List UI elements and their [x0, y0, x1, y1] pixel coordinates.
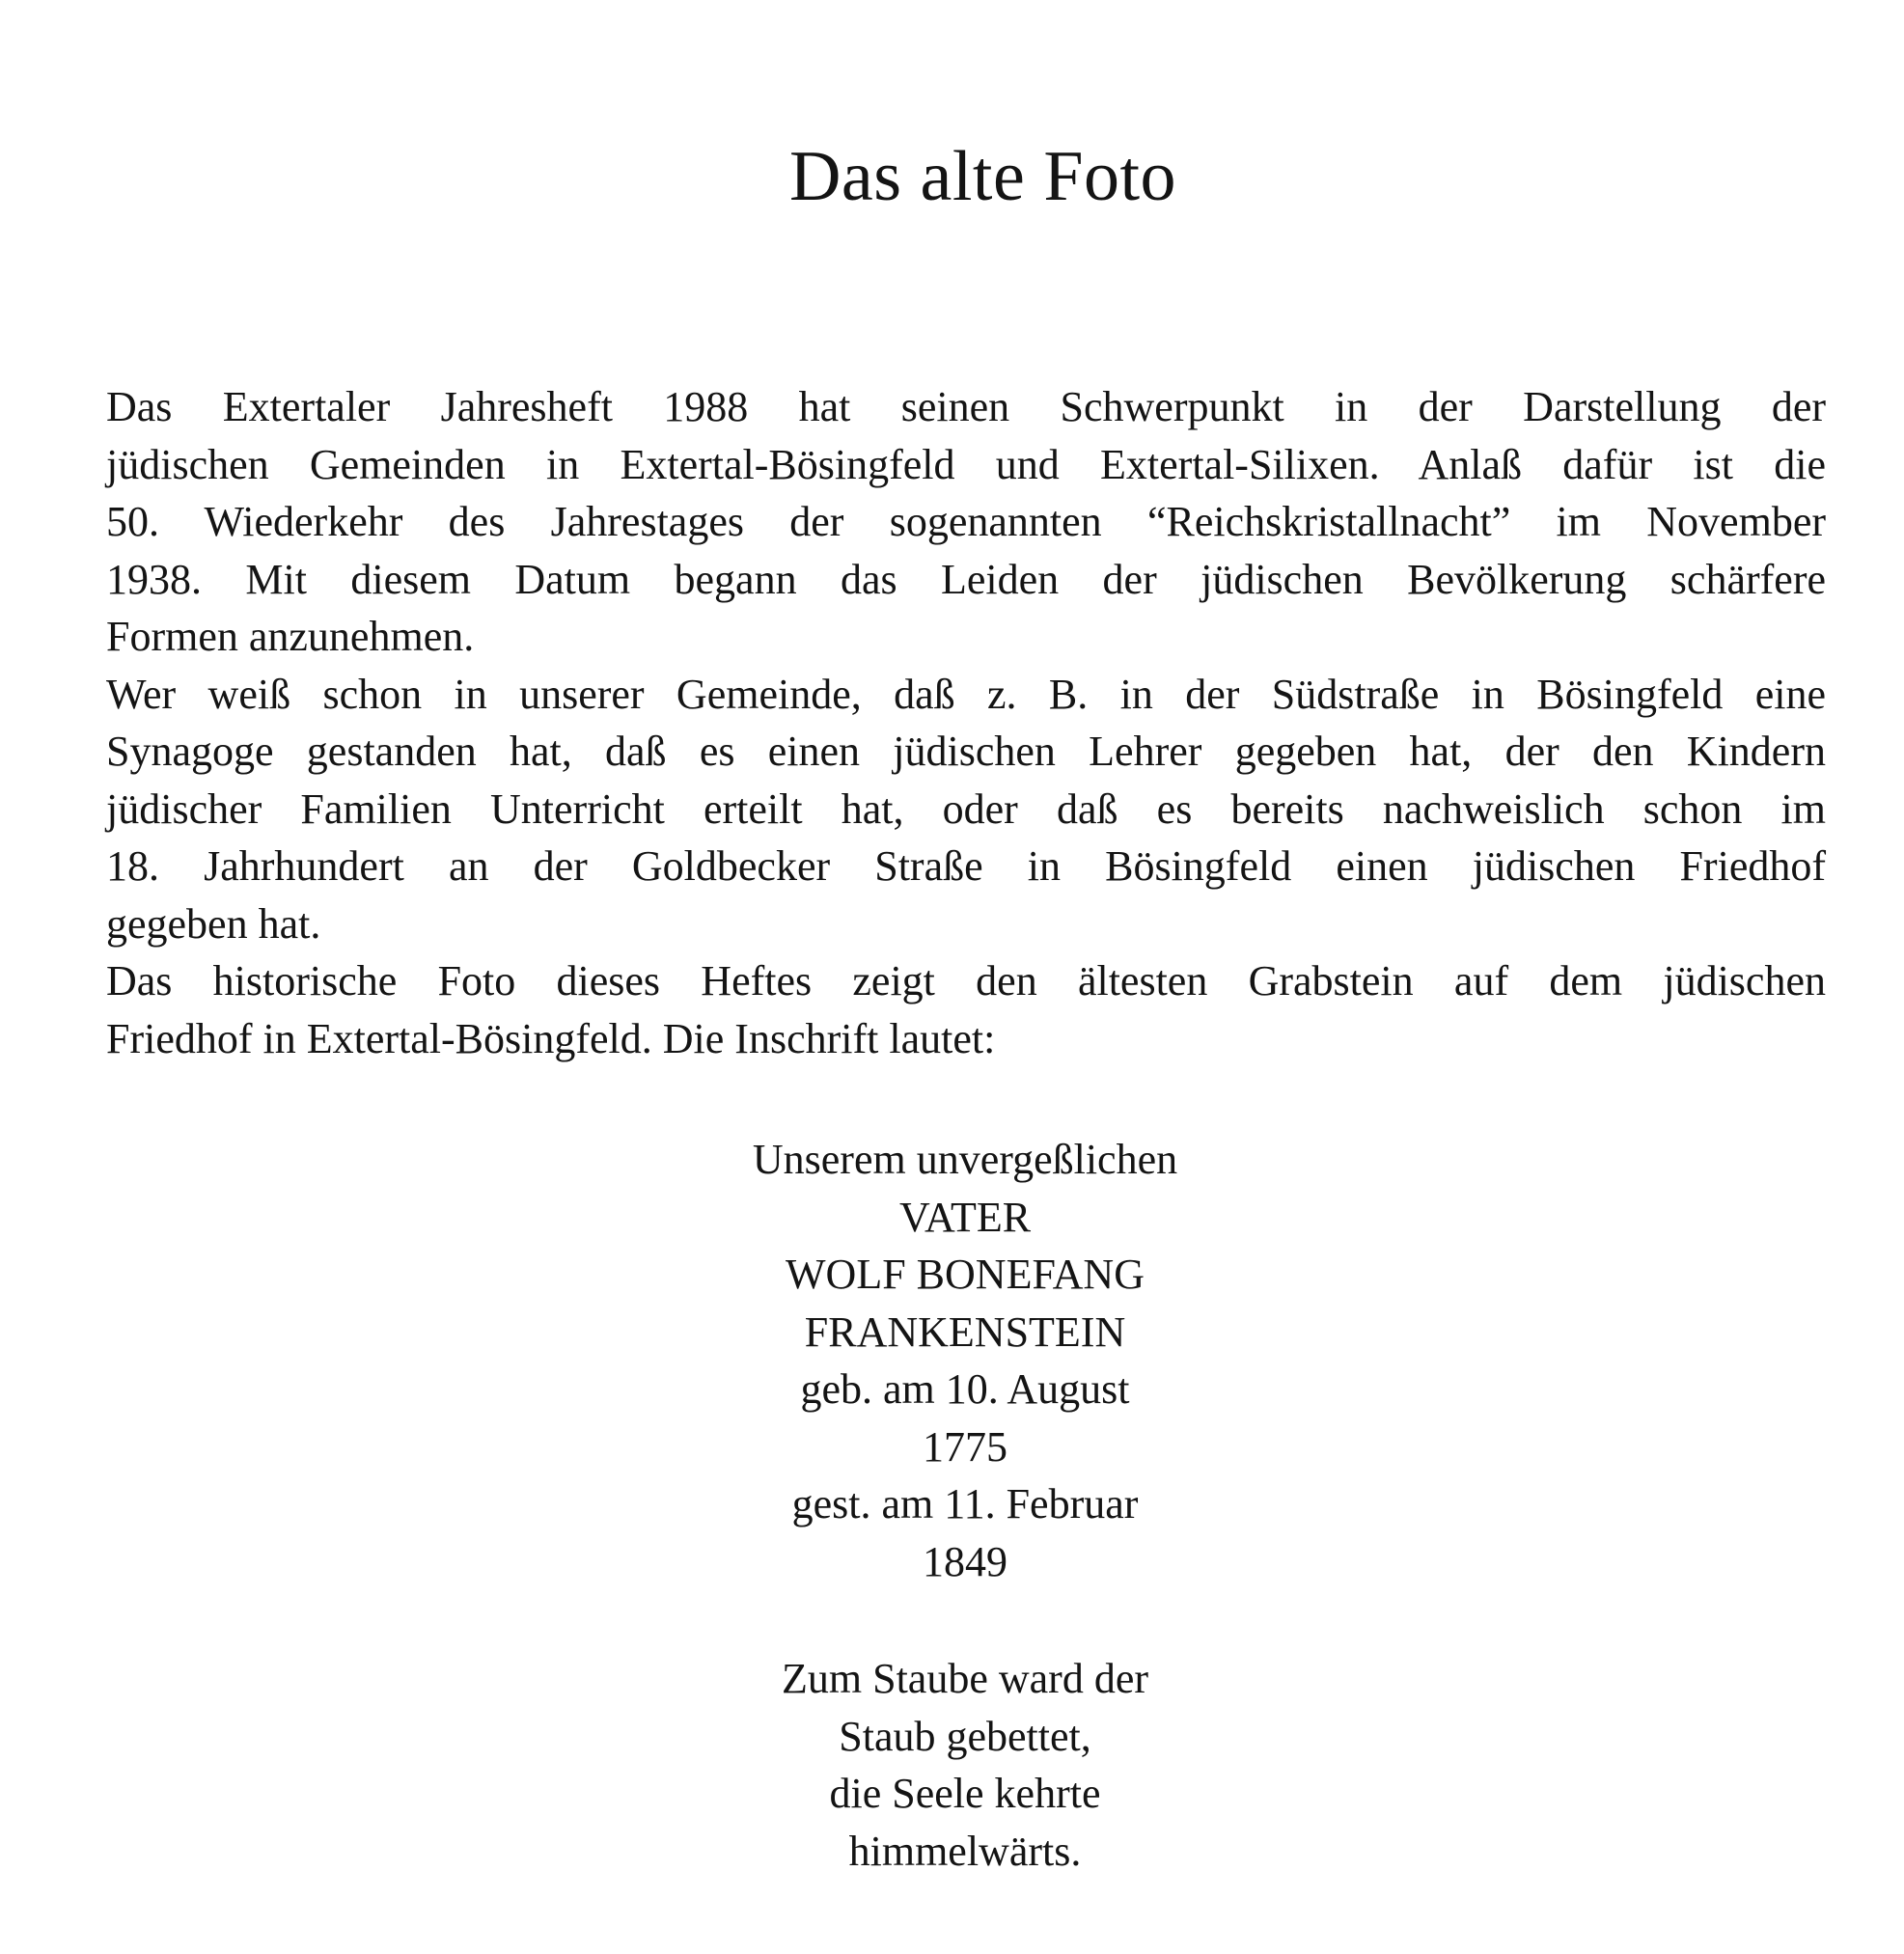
inscription-line: 1775	[923, 1422, 1007, 1471]
paragraph-intro	[106, 378, 1826, 666]
inscription-line: FRANKENSTEIN	[804, 1307, 1126, 1356]
text-line: 18. Jahrhundert an der Goldbecker Straße in Bösingfeld einen jüdischen Friedhof	[106, 842, 1826, 890]
page-title: Das alte Foto	[788, 136, 1177, 216]
text-line: Formen anzunehmen.	[106, 613, 475, 660]
gravestone-inscription	[598, 1131, 1332, 1880]
inscription-line: WOLF BONEFANG	[786, 1251, 1145, 1298]
text-line: 1938. Mit diesem Datum begann das Leiden der jüdischen Bevölkerung schärfere	[106, 555, 1826, 603]
inscription-line: geb. am 10. August	[800, 1365, 1130, 1413]
text-line: Das historische Foto dieses Heftes zeigt den ältesten Grabstein auf dem jüdischen	[106, 957, 1826, 1005]
text-line: 50. Wiederkehr des Jahrestages der sogenannten “Reichskristallnacht” im November	[106, 498, 1826, 545]
paragraph-photo	[106, 952, 1826, 1067]
inscription-line: himmelwärts.	[848, 1827, 1082, 1875]
text-line: Friedhof in Extertal-Bösingfeld. Die Inschrift lautet:	[106, 1014, 996, 1062]
text-line: jüdischer Familien Unterricht erteilt hat, oder daß es bereits nachweislich schon im	[106, 784, 1826, 833]
inscription-line: gest. am 11. Februar	[791, 1480, 1139, 1527]
text-line: Das Extertaler Jahresheft 1988 hat seinen Schwerpunkt in der Darstellung der	[106, 383, 1826, 430]
inscription-line: Staub gebettet,	[839, 1712, 1091, 1760]
inscription-line: VATER	[898, 1193, 1032, 1241]
inscription-spacer	[598, 1590, 1332, 1650]
inscription-line: Zum Staube ward der	[782, 1655, 1148, 1702]
text-line: Wer weiß schon in unserer Gemeinde, daß z. B. in der Südstraße in Bösingfeld eine	[106, 670, 1826, 718]
paragraph-community	[106, 666, 1826, 953]
inscription-line: Unserem unvergeßlichen	[752, 1136, 1178, 1183]
inscription-line: 1849	[923, 1537, 1007, 1585]
text-line: jüdischen Gemeinden in Extertal-Bösingfeld und Extertal-Silixen. Anlaß dafür ist die	[106, 440, 1826, 488]
article-body	[106, 378, 1826, 1067]
inscription-line: die Seele kehrte	[829, 1770, 1101, 1817]
text-line: gegeben hat.	[106, 899, 321, 948]
text-line: Synagoge gestanden hat, daß es einen jüdischen Lehrer gegeben hat, der den Kindern	[106, 728, 1826, 775]
